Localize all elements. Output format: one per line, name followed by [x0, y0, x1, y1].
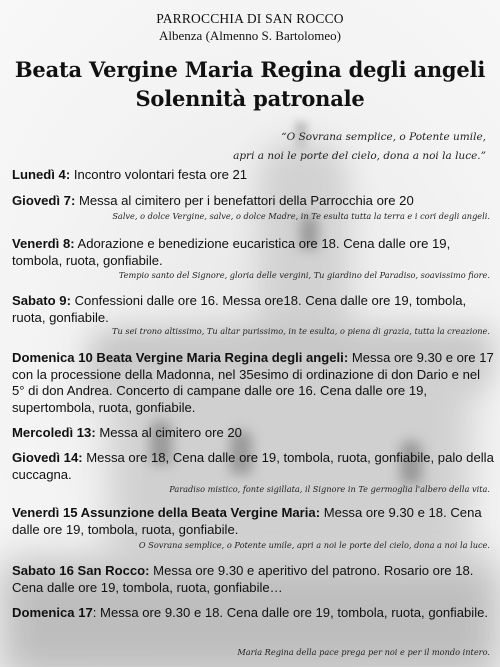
schedule-text: Messa al cimitero per i benefattori della Parrocchia ore 20	[75, 193, 414, 208]
schedule-item-venerdi-15	[12, 505, 494, 538]
quote-6: O Sovrana semplice, o Potente umile, apri a noi le porte del cielo, dona a noi la luce.	[138, 540, 490, 550]
quote-1-line-1: “O Sovrana semplice, o Potente umile,	[281, 131, 486, 143]
schedule-day: Sabato 16 San Rocco:	[12, 563, 150, 578]
schedule-day: Giovedì 7:	[12, 193, 76, 208]
schedule-item-giovedi-7	[12, 193, 494, 210]
schedule-item-sabato-9	[12, 293, 494, 326]
schedule-item-lunedi-4	[12, 167, 494, 184]
schedule-item-sabato-16	[12, 563, 494, 596]
parish-name: PARROCCHIA DI SAN ROCCO	[156, 11, 344, 26]
schedule-day: Domenica 17	[12, 605, 93, 620]
quote-5: Paradiso mistico, fonte sigillata, il Signore in Te germoglia l'albero della vita.	[169, 484, 490, 494]
schedule-item-venerdi-8	[12, 236, 494, 269]
quote-2: Salve, o dolce Vergine, salve, o dolce Madre, in Te esulta tutta la terra e i cori degli angeli.	[112, 211, 490, 221]
schedule-day: Sabato 9:	[12, 293, 71, 308]
schedule-text: : Messa ore 9.30 e 18. Cena dalle ore 19, tombola, ruota, gonfiabile.	[92, 605, 489, 620]
schedule-text: Messa ore 18, Cena dalle ore 19, tombola, ruota, gonfiabile, palo della cuccagna.	[12, 450, 494, 482]
page-title: Beata Vergine Maria Regina degli angeli	[14, 57, 486, 82]
quote-4: Tu sei trono altissimo, Tu altar purissimo, in te esulta, o piena di grazia, tutta la creazione.	[112, 326, 490, 336]
schedule-day: Venerdì 15 Assunzione della Beata Vergine Maria:	[12, 505, 321, 520]
schedule-item-giovedi-14	[12, 450, 494, 483]
schedule-text: Confessioni dalle ore 16. Messa ore18. Cena dalle ore 19, tombola, ruota, gonfiabile.	[12, 293, 467, 325]
page-subtitle: Solennità patronale	[135, 86, 365, 111]
schedule-day: Lunedì 4:	[12, 167, 71, 182]
schedule-item-domenica-10	[12, 350, 494, 416]
schedule-text: Messa ore 9.30 e ore 17 con la processione della Madonna, nel 35esimo di ordinazione di don Dario e nel 5° di don Andrea. Concerto di campane dalle ore 16. Cena dalle ore 19, supertombola, ruota, gonfiabile.	[12, 350, 494, 415]
schedule-day: Mercoledì 13:	[12, 425, 96, 440]
quote-1-line-2: apri a noi le porte del cielo, dona a noi la luce.”	[233, 150, 486, 162]
quote-3: Tempio santo del Signore, gloria delle vergini, Tu giardino del Paradiso, soavissimo fiore.	[118, 270, 490, 280]
schedule-text: Messa ore 9.30 e 18. Cena dalle ore 19, tombola, ruota, gonfiabile.	[12, 505, 482, 537]
quote-7: Maria Regina della pace prega per noi e per il mondo intero.	[237, 647, 490, 657]
schedule-text: Messa ore 9.30 e aperitivo del patrono. Rosario ore 18. Cena dalle ore 19, tombola, ruota, gonfiabile…	[12, 563, 474, 595]
schedule-item-mercoledi-13	[12, 425, 494, 442]
schedule-text: Incontro volontari festa ore 21	[70, 167, 248, 182]
schedule-text: Messa al cimitero ore 20	[95, 425, 242, 440]
parish-place: Albenza (Almenno S. Bartolomeo)	[159, 28, 341, 43]
schedule-day: Giovedì 14:	[12, 450, 83, 465]
schedule-text: Adorazione e benedizione eucaristica ore 18. Cena dalle ore 19, tombola, ruota, gonfiabile.	[12, 236, 451, 268]
schedule-day: Domenica 10 Beata Vergine Maria Regina degli angeli:	[12, 350, 349, 365]
schedule-item-domenica-17	[12, 605, 494, 622]
schedule-day: Venerdì 8:	[12, 236, 75, 251]
